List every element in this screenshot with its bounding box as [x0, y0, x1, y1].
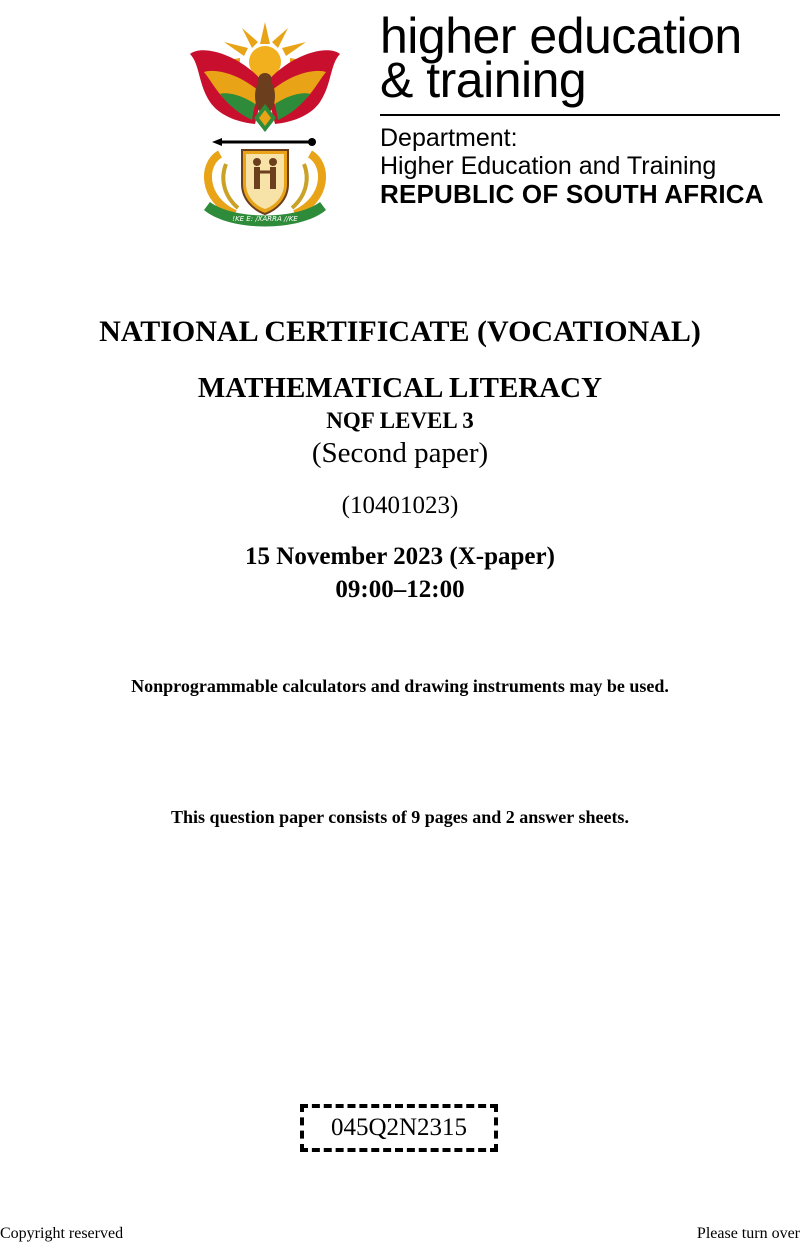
page-header [0, 0, 800, 240]
footer-turn-over: Please turn over [696, 1225, 800, 1242]
coat-of-arms-logo [180, 14, 350, 232]
certificate-title: NATIONAL CERTIFICATE (VOCATIONAL) [99, 315, 701, 348]
calculator-instruction: Nonprogrammable calculators and drawing instruments may be used. [131, 676, 669, 696]
country-name: REPUBLIC OF SOUTH AFRICA [380, 179, 764, 209]
paper-code-box: 045Q2N2315 [300, 1104, 498, 1152]
paper-number: (Second paper) [311, 437, 489, 469]
exam-date: 15 November 2023 (X-paper) [245, 543, 555, 570]
exam-time: 09:00–12:00 [335, 576, 465, 603]
nqf-level: NQF LEVEL 3 [326, 408, 474, 433]
department-name: Higher Education and Training [380, 152, 717, 180]
brand-line-2: & training [380, 52, 587, 108]
subject-title: MATHEMATICAL LITERACY [197, 372, 603, 404]
department-block [380, 8, 785, 209]
subject-code: (10401023) [341, 492, 459, 519]
department-label: Department: [380, 124, 518, 152]
paper-contents-note: This question paper consists of 9 pages and 2 answer sheets. [171, 807, 629, 827]
brand-line-1: higher education [380, 8, 742, 64]
coat-of-arms-motto: !KE E: /XARRA //KE [232, 215, 298, 223]
footer-copyright: Copyright reserved [0, 1225, 124, 1242]
brand-divider [380, 114, 780, 116]
